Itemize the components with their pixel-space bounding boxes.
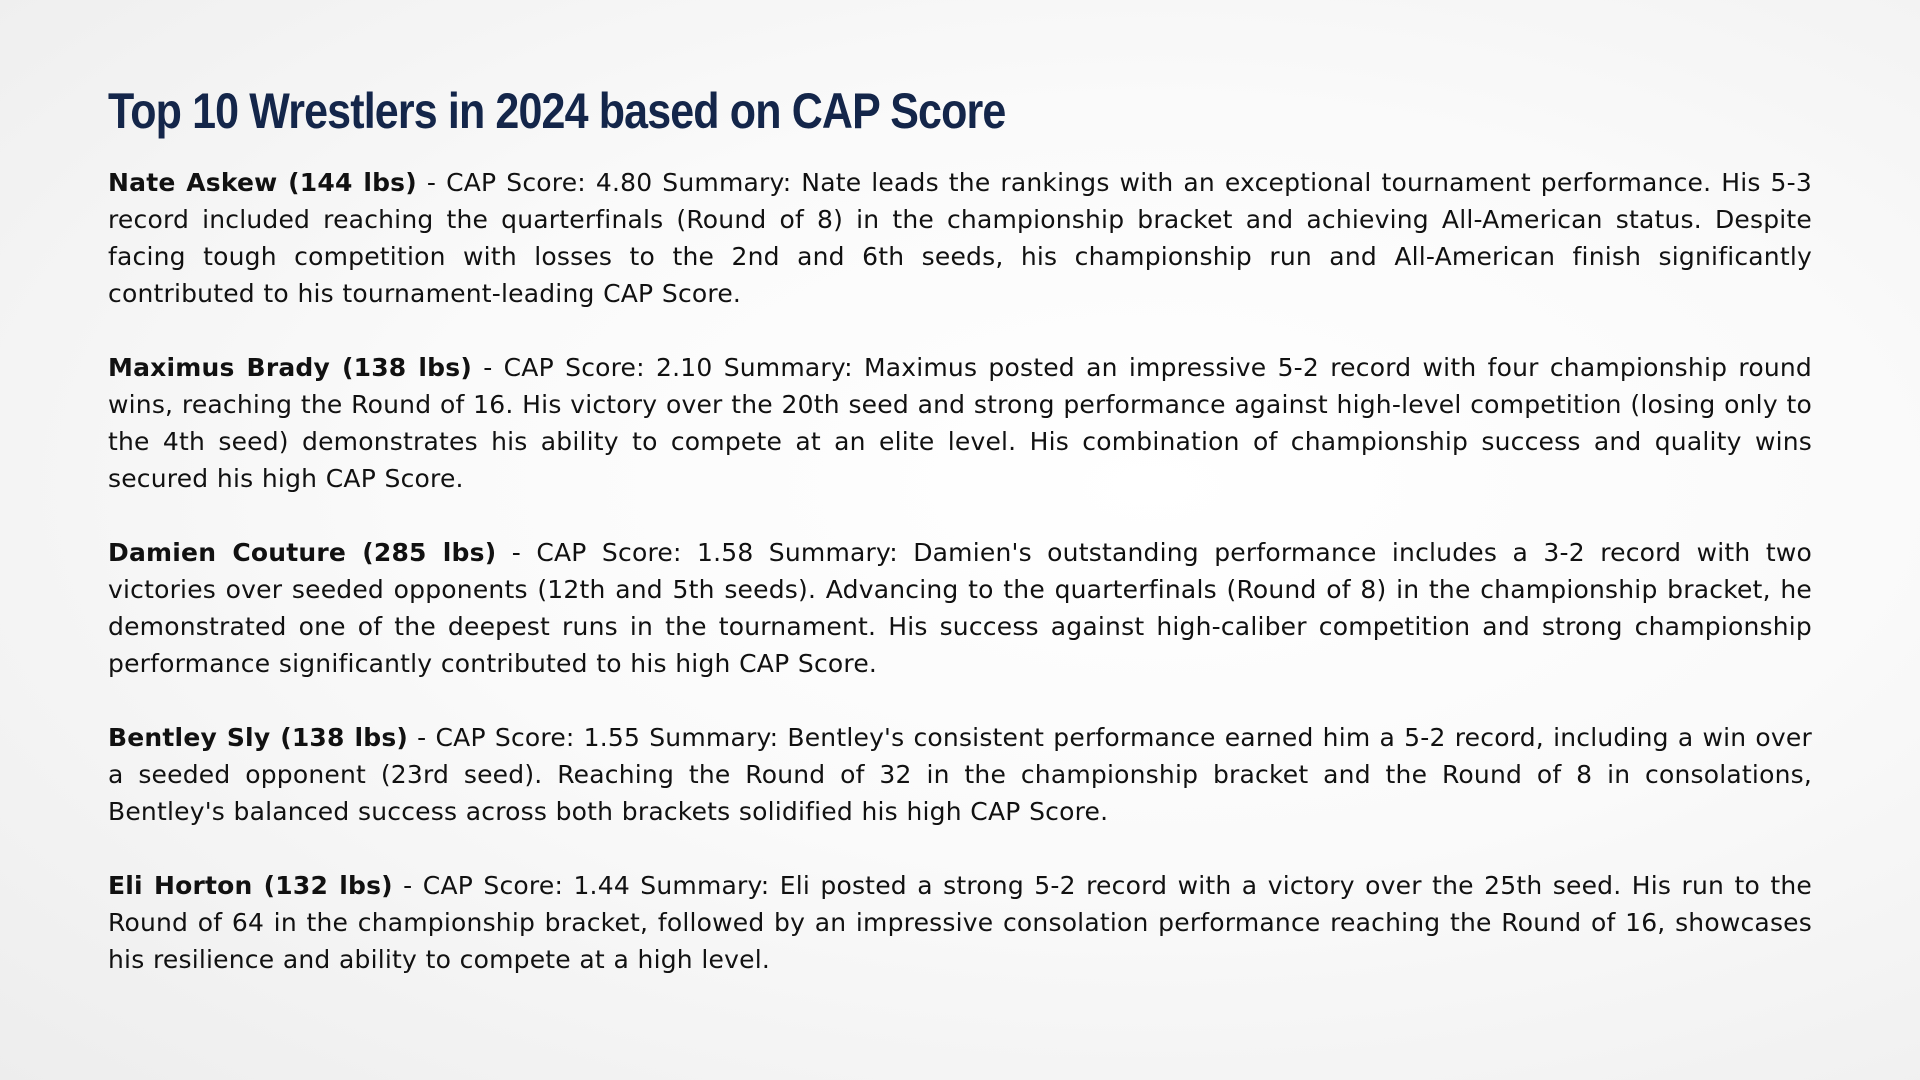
wrestler-summary: - CAP Score: 1.44 Summary: Eli posted a strong 5-2 record with a victory over the 25th seed. His run to the Round of 64 in the championship bracket, followed by an impressive consolation performance reaching the Round of 16, showcases his resilience and ability to compete at a high level. [108,871,1812,974]
wrestler-name: Nate Askew (144 lbs) [108,168,417,197]
wrestler-name: Damien Couture (285 lbs) [108,538,497,567]
wrestler-entry [108,719,1812,830]
wrestler-summary: - CAP Score: 4.80 Summary: Nate leads the rankings with an exceptional tournament performance. His 5-3 record included reaching the quarterfinals (Round of 8) in the championship bracket and achieving All-American status. Despite facing tough competition with losses to the 2nd and 6th seeds, his championship run and All-American finish significantly contributed to his tournament-leading CAP Score. [108,168,1812,308]
wrestler-name: Eli Horton (132 lbs) [108,871,393,900]
page-title: Top 10 Wrestlers in 2024 based on CAP Score [108,83,1006,139]
wrestler-entry [108,349,1812,497]
wrestler-entry [108,164,1812,312]
wrestler-summary: - CAP Score: 1.55 Summary: Bentley's consistent performance earned him a 5-2 record, including a win over a seeded opponent (23rd seed). Reaching the Round of 32 in the championship bracket and the Round of 8 in consolations, Bentley's balanced success across both brackets solidified his high CAP Score. [108,723,1812,826]
wrestler-name: Maximus Brady (138 lbs) [108,353,472,382]
wrestler-entry [108,534,1812,682]
wrestler-name: Bentley Sly (138 lbs) [108,723,409,752]
wrestler-list [108,164,1812,978]
wrestler-entry [108,867,1812,978]
wrestler-summary: - CAP Score: 2.10 Summary: Maximus posted an impressive 5-2 record with four championship round wins, reaching the Round of 16. His victory over the 20th seed and strong performance against high-level competition (losing only to the 4th seed) demonstrates his ability to compete at an elite level. His combination of championship success and quality wins secured his high CAP Score. [108,353,1812,493]
wrestler-summary: - CAP Score: 1.58 Summary: Damien's outstanding performance includes a 3-2 record with two victories over seeded opponents (12th and 5th seeds). Advancing to the quarterfinals (Round of 8) in the championship bracket, he demonstrated one of the deepest runs in the tournament. His success against high-caliber competition and strong championship performance significantly contributed to his high CAP Score. [108,538,1812,678]
